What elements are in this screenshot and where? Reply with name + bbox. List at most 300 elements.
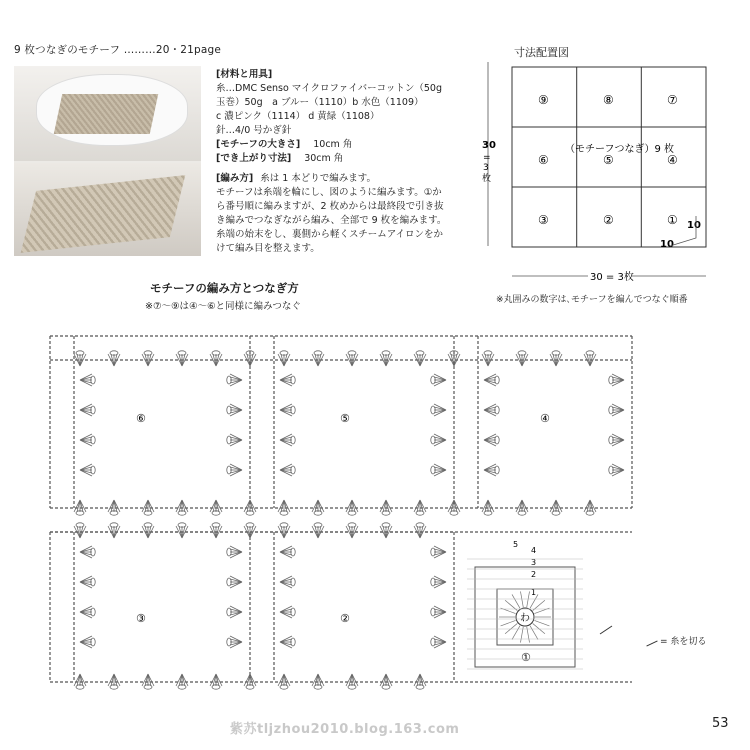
stitch-mark bbox=[352, 500, 355, 512]
stitch-mark bbox=[80, 552, 92, 558]
stitch-cluster bbox=[431, 636, 446, 648]
stitch-mark bbox=[612, 437, 624, 440]
stitch-mark bbox=[484, 470, 496, 476]
stitch-mark bbox=[114, 500, 120, 512]
stitch-mark bbox=[80, 576, 92, 582]
stitch-mark bbox=[244, 526, 250, 538]
detail-stitch bbox=[520, 591, 523, 607]
stitch-mark bbox=[434, 434, 446, 440]
stitch-mark bbox=[434, 470, 446, 473]
stitch-cluster bbox=[414, 674, 426, 689]
method-line-5: けて編み目を整えます。 bbox=[216, 243, 320, 254]
stitch-cluster bbox=[431, 576, 446, 588]
stitch-cluster bbox=[80, 546, 95, 558]
stitch-mark bbox=[280, 612, 292, 615]
stitch-mark bbox=[434, 636, 446, 642]
stitch-cluster bbox=[210, 500, 222, 515]
stitch-cluster bbox=[74, 500, 86, 515]
stitch-cluster bbox=[176, 500, 188, 515]
method-intro: 糸は 1 本どりで編みます。 bbox=[260, 173, 377, 184]
stitch-mark bbox=[485, 500, 488, 512]
stitch-mark bbox=[434, 606, 446, 612]
stitch-mark bbox=[414, 526, 420, 538]
stitch-mark bbox=[230, 552, 242, 555]
stitch-mark bbox=[318, 354, 324, 366]
stitch-cluster bbox=[210, 523, 222, 538]
left-dim-mai: 枚 bbox=[482, 174, 492, 184]
stitch-cluster bbox=[584, 500, 596, 515]
stitch-mark bbox=[434, 639, 446, 642]
stitch-cluster bbox=[280, 464, 295, 476]
watermark: 紫苏tljzhou2010.blog.163.com bbox=[230, 722, 460, 737]
page-title: 9 枚つなぎのモチーフ ………20・21page bbox=[14, 44, 222, 56]
stitch-mark bbox=[280, 606, 292, 612]
stitch-mark bbox=[420, 500, 423, 512]
motif-dim-right: 10 bbox=[687, 220, 701, 231]
stitch-mark bbox=[179, 674, 182, 686]
stitch-mark bbox=[380, 674, 386, 686]
stitch-cluster bbox=[227, 636, 242, 648]
stitch-mark bbox=[484, 437, 496, 440]
stitch-mark bbox=[484, 407, 496, 410]
stitch-mark bbox=[80, 410, 92, 416]
stitch-cluster bbox=[227, 606, 242, 618]
motif-label: ② bbox=[340, 612, 350, 625]
stitch-mark bbox=[484, 377, 496, 380]
stitch-mark bbox=[230, 440, 242, 443]
stitch-cluster bbox=[108, 351, 120, 366]
stitch-mark bbox=[346, 674, 352, 686]
motif-size-label: [モチーフの大きさ] bbox=[216, 139, 301, 150]
stitch-mark bbox=[434, 440, 446, 443]
row-number: 3 bbox=[531, 558, 537, 567]
stitch-mark bbox=[108, 354, 114, 366]
stitch-mark bbox=[434, 582, 446, 585]
stitch-mark bbox=[230, 440, 242, 446]
stitch-mark bbox=[80, 380, 92, 383]
stitch-mark bbox=[108, 500, 114, 512]
stitch-mark bbox=[230, 636, 242, 642]
stitch-mark bbox=[434, 552, 446, 555]
stitch-mark bbox=[80, 579, 92, 582]
stitch-cluster bbox=[584, 351, 596, 366]
stitch-mark bbox=[230, 410, 242, 413]
layout-cell-label: ⑦ bbox=[667, 93, 678, 107]
stitch-mark bbox=[142, 674, 148, 686]
stitch-mark bbox=[315, 500, 318, 512]
detail-stitch bbox=[534, 620, 549, 625]
stitch-mark bbox=[114, 354, 120, 366]
stitch-cluster bbox=[609, 464, 624, 476]
stitch-mark bbox=[587, 500, 590, 512]
stitch-mark bbox=[284, 526, 290, 538]
stitch-mark bbox=[80, 374, 92, 380]
stitch-cluster bbox=[312, 523, 324, 538]
stitch-mark bbox=[519, 500, 522, 512]
stitch-cluster bbox=[176, 674, 188, 689]
stitch-mark bbox=[230, 579, 242, 582]
stitch-mark bbox=[244, 674, 250, 686]
motif-dim-bottom: 10 bbox=[660, 239, 674, 250]
stitch-cluster bbox=[244, 674, 256, 689]
stitch-mark bbox=[315, 674, 318, 686]
stitch-mark bbox=[612, 407, 624, 410]
stitch-mark bbox=[278, 526, 284, 538]
stitch-cluster bbox=[380, 351, 392, 366]
stitch-mark bbox=[280, 579, 292, 582]
detail-stitch bbox=[530, 626, 538, 640]
stitch-mark bbox=[182, 674, 185, 686]
stitch-mark bbox=[230, 410, 242, 416]
stitch-mark bbox=[434, 642, 446, 648]
stitch-cluster bbox=[346, 674, 358, 689]
stitch-mark bbox=[346, 500, 352, 512]
motif-label: ③ bbox=[136, 612, 146, 625]
stitch-cluster bbox=[108, 523, 120, 538]
stitch-mark bbox=[230, 642, 242, 645]
detail-stitch bbox=[512, 594, 520, 608]
stitch-mark bbox=[556, 500, 562, 512]
stitch-mark bbox=[488, 500, 494, 512]
needle-line: 針…4/0 号かぎ針 bbox=[216, 125, 292, 136]
row-number: 5 bbox=[513, 540, 519, 549]
chart-title: モチーフの編み方とつなぎ方 bbox=[150, 281, 299, 295]
stitch-mark bbox=[612, 410, 624, 413]
stitch-mark bbox=[612, 470, 624, 473]
stitch-cluster bbox=[278, 523, 290, 538]
layout-diagram bbox=[470, 56, 740, 292]
motif-size-value: 10cm 角 bbox=[313, 139, 353, 150]
stitch-mark bbox=[434, 407, 446, 410]
stitch-mark bbox=[386, 500, 392, 512]
stitch-cluster bbox=[227, 434, 242, 446]
stitch-mark bbox=[80, 642, 92, 645]
stitch-mark bbox=[230, 380, 242, 386]
stitch-mark bbox=[556, 500, 559, 512]
stitch-mark bbox=[454, 354, 460, 366]
stitch-mark bbox=[280, 576, 292, 582]
stitch-mark bbox=[414, 500, 420, 512]
stitch-mark bbox=[148, 526, 154, 538]
stitch-cluster bbox=[431, 374, 446, 386]
stitch-mark bbox=[216, 500, 222, 512]
stitch-cluster bbox=[482, 351, 494, 366]
stitch-mark bbox=[386, 674, 389, 686]
stitch-mark bbox=[434, 377, 446, 380]
stitch-mark bbox=[210, 674, 216, 686]
stitch-mark bbox=[484, 410, 496, 413]
stitch-mark bbox=[230, 582, 242, 588]
stitch-mark bbox=[230, 642, 242, 648]
stitch-mark bbox=[148, 674, 154, 686]
stitch-cluster bbox=[484, 404, 499, 416]
layout-cell-label: ⑥ bbox=[538, 153, 549, 167]
stitch-mark bbox=[80, 467, 92, 470]
stitch-mark bbox=[484, 374, 496, 380]
detail-stitch bbox=[505, 623, 517, 633]
row-number: 1 bbox=[531, 588, 537, 597]
cut-mark bbox=[600, 626, 612, 634]
stitch-mark bbox=[250, 674, 256, 686]
stitch-mark bbox=[176, 500, 182, 512]
stitch-mark bbox=[434, 642, 446, 645]
stitch-mark bbox=[111, 500, 114, 512]
stitch-mark bbox=[230, 407, 242, 410]
method-line-3: き編みでつなぎながら編み、全部で 9 枚を編みます。 bbox=[216, 215, 447, 226]
stitch-mark bbox=[280, 437, 292, 440]
stitch-mark bbox=[386, 674, 392, 686]
stitch-mark bbox=[213, 674, 216, 686]
cut-note-text: = 糸を切る bbox=[660, 637, 707, 647]
stitch-cluster bbox=[346, 500, 358, 515]
stitch-cluster bbox=[414, 351, 426, 366]
stitch-mark bbox=[434, 470, 446, 476]
stitch-mark bbox=[434, 467, 446, 470]
stitch-mark bbox=[280, 549, 292, 552]
stitch-mark bbox=[612, 380, 624, 383]
stitch-mark bbox=[284, 500, 287, 512]
stitch-mark bbox=[434, 612, 446, 618]
layout-cell-label: ④ bbox=[667, 153, 678, 167]
stitch-mark bbox=[230, 380, 242, 383]
stitch-mark bbox=[280, 470, 292, 476]
stitch-mark bbox=[454, 500, 460, 512]
yarn-line-3: c 濃ピンク（1114） d 黄緑（1108） bbox=[216, 111, 380, 122]
stitch-cluster bbox=[312, 674, 324, 689]
stitch-mark bbox=[280, 404, 292, 410]
stitch-mark bbox=[386, 500, 389, 512]
stitch-mark bbox=[280, 636, 292, 642]
stitch-cluster bbox=[227, 576, 242, 588]
stitch-mark bbox=[280, 642, 292, 645]
stitch-mark bbox=[584, 500, 590, 512]
cut-yarn-note bbox=[646, 634, 706, 647]
stitch-mark bbox=[80, 674, 86, 686]
stitch-mark bbox=[148, 500, 151, 512]
row-number: 4 bbox=[531, 546, 537, 555]
stitch-mark bbox=[80, 380, 92, 386]
stitch-cluster bbox=[210, 674, 222, 689]
stitch-mark bbox=[80, 549, 92, 552]
stitch-mark bbox=[280, 612, 292, 618]
stitch-mark bbox=[280, 582, 292, 588]
stitch-mark bbox=[484, 434, 496, 440]
stitch-cluster bbox=[484, 464, 499, 476]
stitch-mark bbox=[230, 546, 242, 552]
stitch-mark bbox=[80, 582, 92, 588]
stitch-mark bbox=[213, 500, 216, 512]
stitch-mark bbox=[434, 410, 446, 413]
stitch-cluster bbox=[108, 674, 120, 689]
chart-subnote: ※⑦〜⑨は④〜⑥と同様に編みつなぐ bbox=[145, 301, 301, 312]
method-label: [編み方] bbox=[216, 173, 254, 184]
stitch-mark bbox=[280, 377, 292, 380]
stitch-mark bbox=[484, 470, 496, 473]
stitch-cluster bbox=[346, 523, 358, 538]
left-dim-eq: = bbox=[483, 153, 491, 163]
stitch-mark bbox=[448, 500, 454, 512]
stitch-mark bbox=[318, 526, 324, 538]
stitch-cluster bbox=[609, 374, 624, 386]
stitch-mark bbox=[352, 500, 358, 512]
stitch-mark bbox=[280, 434, 292, 440]
stitch-mark bbox=[80, 404, 92, 410]
stitch-mark bbox=[108, 674, 114, 686]
stitch-mark bbox=[210, 500, 216, 512]
stitch-cluster bbox=[80, 434, 95, 446]
stitch-mark bbox=[80, 612, 92, 618]
stitch-mark bbox=[80, 464, 92, 470]
finished-size-label: [でき上がり寸法] bbox=[216, 153, 292, 164]
stitch-mark bbox=[230, 374, 242, 380]
stitch-mark bbox=[80, 470, 92, 473]
stitch-mark bbox=[434, 380, 446, 383]
stitch-mark bbox=[230, 612, 242, 618]
stitch-mark bbox=[176, 674, 182, 686]
stitch-mark bbox=[420, 674, 426, 686]
stitch-cluster bbox=[176, 351, 188, 366]
stitch-cluster bbox=[431, 546, 446, 558]
stitch-mark bbox=[284, 674, 290, 686]
stitch-cluster bbox=[484, 374, 499, 386]
stitch-mark bbox=[280, 407, 292, 410]
stitch-mark bbox=[114, 674, 120, 686]
stitch-mark bbox=[414, 674, 420, 686]
stitch-mark bbox=[111, 674, 114, 686]
method-line-4: 糸端の始末をし、裏側から軽くスチームアイロンをか bbox=[216, 229, 443, 240]
stitch-mark bbox=[80, 642, 92, 648]
stitch-cluster bbox=[380, 674, 392, 689]
motif-label: ④ bbox=[540, 412, 550, 425]
layout-cell-label: ⑤ bbox=[603, 153, 614, 167]
stitch-mark bbox=[612, 467, 624, 470]
stitch-mark bbox=[230, 434, 242, 440]
stitch-mark bbox=[434, 612, 446, 615]
stitch-mark bbox=[414, 354, 420, 366]
stitch-mark bbox=[80, 636, 92, 642]
crochet-chart bbox=[40, 322, 660, 714]
stitch-mark bbox=[318, 674, 321, 686]
stitch-mark bbox=[550, 500, 556, 512]
cut-icon bbox=[646, 641, 657, 647]
stitch-mark bbox=[230, 467, 242, 470]
stitch-mark bbox=[484, 404, 496, 410]
stitch-mark bbox=[80, 500, 83, 512]
method-line-1: モチーフは糸端を輪にし、図のように編みます。①か bbox=[216, 187, 442, 198]
stitch-mark bbox=[434, 440, 446, 446]
stitch-mark bbox=[280, 639, 292, 642]
stitch-mark bbox=[74, 354, 80, 366]
stitch-mark bbox=[80, 639, 92, 642]
stitch-mark bbox=[484, 440, 496, 446]
stitch-mark bbox=[522, 500, 528, 512]
stitch-mark bbox=[349, 500, 352, 512]
stitch-mark bbox=[230, 404, 242, 410]
motif-label: ⑤ bbox=[340, 412, 350, 425]
stitch-cluster bbox=[142, 674, 154, 689]
stitch-mark bbox=[114, 674, 117, 686]
stitch-mark bbox=[612, 380, 624, 386]
left-dim-3: 3 bbox=[483, 163, 489, 173]
stitch-mark bbox=[484, 467, 496, 470]
stitch-mark bbox=[522, 500, 525, 512]
stitch-mark bbox=[182, 500, 185, 512]
layout-cell-label: ② bbox=[603, 213, 614, 227]
stitch-cluster bbox=[280, 636, 295, 648]
stitch-mark bbox=[584, 354, 590, 366]
stitch-mark bbox=[280, 609, 292, 612]
stitch-mark bbox=[281, 674, 284, 686]
stitch-cluster bbox=[227, 546, 242, 558]
yarn-line-2: 玉巻）50g a ブルー（1110）b 水色（1109） bbox=[216, 97, 424, 108]
stitch-mark bbox=[280, 380, 292, 386]
stitch-cluster bbox=[142, 523, 154, 538]
stitch-mark bbox=[230, 549, 242, 552]
stitch-mark bbox=[216, 500, 219, 512]
stitch-cluster bbox=[176, 523, 188, 538]
finished-size-value: 30cm 角 bbox=[304, 153, 344, 164]
stitch-mark bbox=[434, 437, 446, 440]
stitch-mark bbox=[612, 374, 624, 380]
stitch-cluster bbox=[74, 674, 86, 689]
stitch-mark bbox=[230, 609, 242, 612]
stitch-mark bbox=[80, 674, 83, 686]
stitch-cluster bbox=[278, 674, 290, 689]
detail-stitch bbox=[512, 626, 520, 640]
stitch-mark bbox=[230, 606, 242, 612]
stitch-cluster bbox=[431, 434, 446, 446]
stitch-mark bbox=[142, 500, 148, 512]
stitch-mark bbox=[484, 440, 496, 443]
motif-label: ① bbox=[521, 651, 531, 664]
stitch-mark bbox=[230, 576, 242, 582]
stitch-mark bbox=[612, 470, 624, 476]
stitch-mark bbox=[230, 582, 242, 585]
stitch-mark bbox=[77, 500, 80, 512]
product-photo bbox=[14, 66, 201, 256]
stitch-mark bbox=[77, 674, 80, 686]
stitch-cluster bbox=[516, 351, 528, 366]
stitch-cluster bbox=[609, 434, 624, 446]
method-line-2: ら番号順に編みますが、2 枚めからは最終段で引き抜 bbox=[216, 201, 444, 212]
bottom-dim-label: 30 = 3枚 bbox=[590, 272, 634, 283]
stitch-cluster bbox=[244, 500, 256, 515]
stitch-mark bbox=[318, 674, 324, 686]
stitch-mark bbox=[278, 500, 284, 512]
stitch-mark bbox=[230, 639, 242, 642]
page-number: 53 bbox=[712, 716, 729, 731]
stitch-mark bbox=[280, 380, 292, 383]
detail-stitch bbox=[501, 620, 516, 625]
materials-block bbox=[216, 68, 466, 256]
stitch-mark bbox=[280, 552, 292, 555]
stitch-mark bbox=[280, 642, 292, 648]
stitch-mark bbox=[516, 500, 522, 512]
stitch-cluster bbox=[227, 374, 242, 386]
stitch-mark bbox=[434, 582, 446, 588]
layout-note: ※丸囲みの数字は､モチーフを編んでつなぐ順番 bbox=[496, 295, 688, 305]
stitch-mark bbox=[482, 500, 488, 512]
layout-center-label: （モチーフつなぎ）9 枚 bbox=[565, 144, 675, 155]
method-row bbox=[216, 172, 466, 186]
stitch-cluster bbox=[312, 500, 324, 515]
stitch-mark bbox=[80, 609, 92, 612]
stitch-cluster bbox=[516, 500, 528, 515]
stitch-mark bbox=[230, 437, 242, 440]
stitch-mark bbox=[352, 674, 355, 686]
stitch-cluster bbox=[80, 404, 95, 416]
stitch-mark bbox=[145, 500, 148, 512]
